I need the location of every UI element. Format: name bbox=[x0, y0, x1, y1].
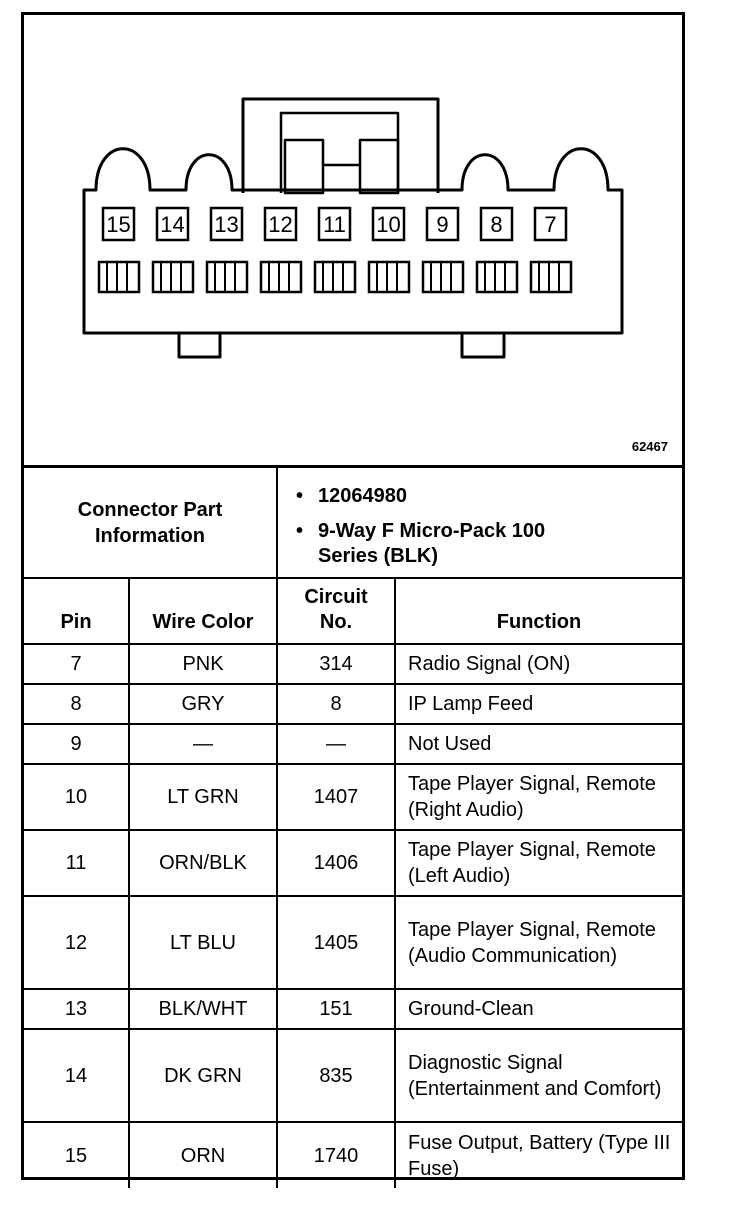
header-wire-color: Wire Color bbox=[129, 578, 277, 644]
pin-slot bbox=[261, 262, 301, 292]
function-cell: Ground-Clean bbox=[395, 989, 682, 1029]
wire-color-cell: PNK bbox=[129, 644, 277, 684]
pin-number-label: 10 bbox=[376, 212, 401, 237]
pin-number-label: 8 bbox=[490, 212, 503, 237]
function-cell: IP Lamp Feed bbox=[395, 684, 682, 724]
table-row bbox=[24, 896, 682, 989]
table-row bbox=[24, 1029, 682, 1122]
function-cell: Tape Player Signal, Remote (Audio Communication) bbox=[395, 896, 682, 989]
connector-type: • 9-Way F Micro-Pack 100 Series (BLK) bbox=[318, 519, 568, 569]
wire-color-cell: ORN/BLK bbox=[129, 830, 277, 896]
pin-cell: 10 bbox=[24, 764, 129, 830]
wire-color-cell: — bbox=[129, 724, 277, 764]
pin-slot bbox=[423, 262, 463, 292]
pin-cell: 14 bbox=[24, 1029, 129, 1122]
foot-right bbox=[462, 333, 504, 357]
circuit-cell: 1740 bbox=[277, 1122, 395, 1188]
circuit-cell: 1406 bbox=[277, 830, 395, 896]
pin-slot bbox=[477, 262, 517, 292]
pin-labels bbox=[103, 208, 566, 240]
table-header-row bbox=[24, 578, 682, 644]
circuit-cell: 8 bbox=[277, 684, 395, 724]
function-cell: Tape Player Signal, Remote (Right Audio) bbox=[395, 764, 682, 830]
table-row bbox=[24, 684, 682, 724]
circuit-cell: 1405 bbox=[277, 896, 395, 989]
circuit-cell: 314 bbox=[277, 644, 395, 684]
function-cell: Fuse Output, Battery (Type III Fuse) bbox=[408, 1131, 671, 1180]
pin-cell: 7 bbox=[24, 644, 129, 684]
table-row bbox=[24, 1122, 682, 1188]
part-number: • 12064980 bbox=[318, 484, 682, 509]
pin-cell: 9 bbox=[24, 724, 129, 764]
pin-slot bbox=[99, 262, 139, 292]
header-function: Function bbox=[395, 578, 682, 644]
figure-number: 62467 bbox=[631, 439, 668, 454]
part-info-list bbox=[278, 468, 682, 577]
pin-cell: 12 bbox=[24, 896, 129, 989]
pin-cell: 15 bbox=[24, 1122, 129, 1188]
pin-number-label: 7 bbox=[544, 212, 557, 237]
latch-inner bbox=[281, 113, 398, 193]
wire-color-cell: ORN bbox=[129, 1122, 277, 1188]
part-info-label: Connector Part Information bbox=[24, 468, 278, 577]
table-row bbox=[24, 644, 682, 684]
circuit-cell: 1407 bbox=[277, 764, 395, 830]
pin-slot bbox=[153, 262, 193, 292]
connector-diagram bbox=[24, 15, 682, 465]
pin-slot bbox=[531, 262, 571, 292]
pin-number-label: 15 bbox=[106, 212, 131, 237]
pin-slot bbox=[369, 262, 409, 292]
wire-color-cell: DK GRN bbox=[129, 1029, 277, 1122]
wire-color-cell: GRY bbox=[129, 684, 277, 724]
function-cell: Not Used bbox=[395, 724, 682, 764]
circuit-cell: — bbox=[277, 724, 395, 764]
latch-tab-right bbox=[360, 140, 398, 193]
table-row bbox=[24, 989, 682, 1029]
table-row bbox=[24, 764, 682, 830]
header-pin: Pin bbox=[24, 578, 129, 644]
pin-cell: 13 bbox=[24, 989, 129, 1029]
function-cell: Radio Signal (ON) bbox=[395, 644, 682, 684]
wire-color-cell: LT GRN bbox=[129, 764, 277, 830]
pin-number-label: 14 bbox=[160, 212, 185, 237]
function-cell: Tape Player Signal, Remote (Left Audio) bbox=[395, 830, 682, 896]
pin-number-label: 11 bbox=[323, 212, 346, 237]
connector-part-info bbox=[24, 465, 682, 577]
wire-color-cell: BLK/WHT bbox=[129, 989, 277, 1029]
pin-number-label: 12 bbox=[268, 212, 293, 237]
header-circuit: Circuit No. bbox=[277, 578, 395, 644]
pin-table bbox=[24, 577, 682, 1188]
function-cell: Diagnostic Signal (Entertainment and Comfort) bbox=[395, 1029, 682, 1122]
circuit-cell: 151 bbox=[277, 989, 395, 1029]
table-row bbox=[24, 830, 682, 896]
circuit-cell: 835 bbox=[277, 1029, 395, 1122]
pin-slots bbox=[99, 262, 571, 292]
pin-slot bbox=[207, 262, 247, 292]
connector-drawing bbox=[24, 15, 682, 465]
wire-color-cell: LT BLU bbox=[129, 896, 277, 989]
table-row bbox=[24, 724, 682, 764]
connector-sheet bbox=[21, 12, 685, 1180]
foot-left bbox=[179, 333, 220, 357]
pin-cell: 11 bbox=[24, 830, 129, 896]
pin-number-label: 9 bbox=[436, 212, 449, 237]
latch-tab-left bbox=[285, 140, 323, 193]
pin-slot bbox=[315, 262, 355, 292]
pin-number-label: 13 bbox=[214, 212, 239, 237]
pin-cell: 8 bbox=[24, 684, 129, 724]
